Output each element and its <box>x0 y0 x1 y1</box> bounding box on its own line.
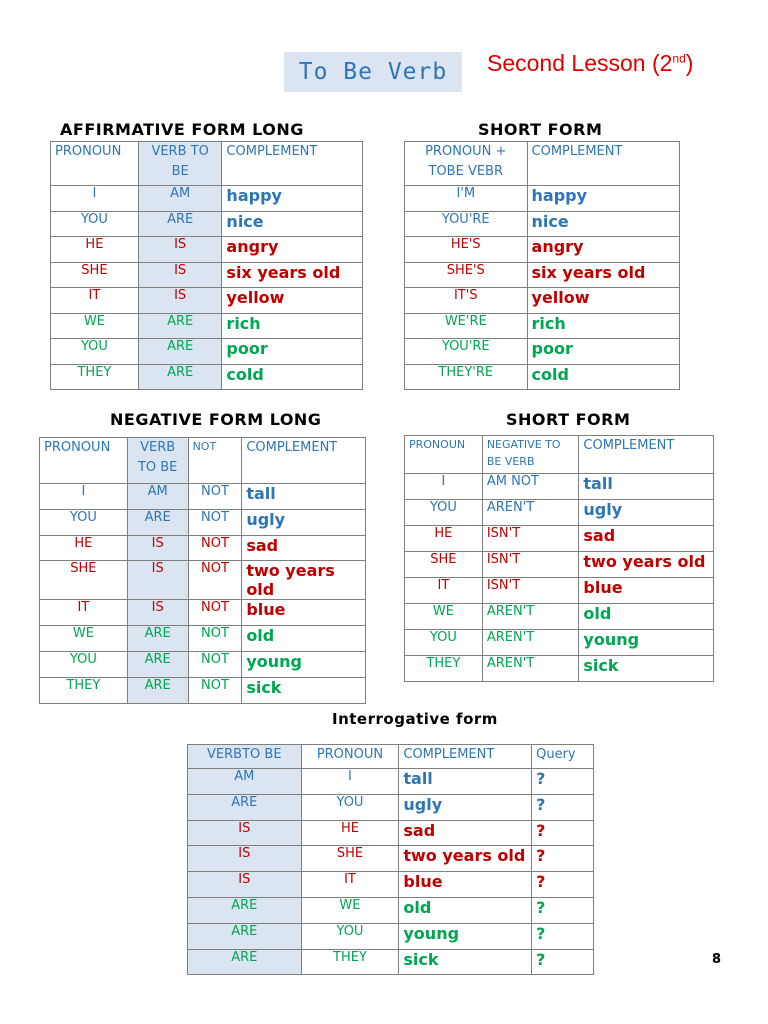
pronoun-cell: WE <box>301 897 399 923</box>
complement-cell: ugly <box>399 794 532 820</box>
query-cell: ? <box>532 846 594 872</box>
complement-cell: cold <box>527 364 679 390</box>
verb-cell: ARE <box>138 313 222 339</box>
complement-cell: sad <box>242 535 366 561</box>
header-complement: COMPLEMENT <box>242 438 366 484</box>
verb-cell: IS <box>138 288 222 314</box>
complement-cell: poor <box>527 339 679 365</box>
affirmative-title: AFFIRMATIVE FORM LONG <box>60 120 304 139</box>
header-pronoun: PRONOUN <box>40 438 128 484</box>
pronoun-cell: YOU <box>51 339 139 365</box>
pronoun-cell: I <box>301 769 399 795</box>
complement-cell: old <box>399 897 532 923</box>
not-cell: NOT <box>188 484 242 510</box>
verb-cell: IS <box>127 600 188 626</box>
pronoun-cell: HE <box>405 526 483 552</box>
query-cell: ? <box>532 949 594 975</box>
header-complement: COMPLEMENT <box>579 436 714 474</box>
interrogative-title: Interrogative form <box>332 710 498 728</box>
pronoun-cell: HE <box>301 820 399 846</box>
pronoun-cell: I <box>51 186 139 212</box>
not-cell: NOT <box>188 509 242 535</box>
complement-cell: angry <box>222 237 363 263</box>
table-row <box>40 509 366 535</box>
complement-cell: ugly <box>242 509 366 535</box>
short-form-cell: IT'S <box>405 288 528 314</box>
verb-cell: IS <box>127 535 188 561</box>
complement-cell: six years old <box>527 262 679 288</box>
not-cell: NOT <box>188 651 242 677</box>
table-row <box>188 897 594 923</box>
complement-cell: tall <box>399 769 532 795</box>
header-query: Query <box>532 745 594 769</box>
page-title: To Be Verb <box>284 52 462 92</box>
pronoun-cell: WE <box>51 313 139 339</box>
table-row <box>188 846 594 872</box>
not-cell: NOT <box>188 626 242 652</box>
pronoun-cell: IT <box>51 288 139 314</box>
negative-verb-cell: AM NOT <box>482 474 579 500</box>
complement-cell: blue <box>579 578 714 604</box>
complement-cell: happy <box>222 186 363 212</box>
table-row <box>405 288 680 314</box>
pronoun-cell: WE <box>405 604 483 630</box>
table-row <box>188 872 594 898</box>
header-verb: VERB TO BE <box>127 438 188 484</box>
complement-cell: cold <box>222 364 363 390</box>
verb-cell: IS <box>188 820 302 846</box>
table-row <box>188 769 594 795</box>
interrogative-table <box>187 744 594 975</box>
table-row <box>51 288 363 314</box>
header-complement: COMPLEMENT <box>527 142 679 186</box>
pronoun-cell: IT <box>40 600 128 626</box>
table-row <box>40 677 366 703</box>
negative-table <box>39 437 366 704</box>
verb-cell: ARE <box>188 794 302 820</box>
table-row <box>405 526 714 552</box>
verb-cell: AM <box>138 186 222 212</box>
complement-cell: yellow <box>527 288 679 314</box>
pronoun-cell: I <box>40 484 128 510</box>
table-row <box>188 794 594 820</box>
table-row <box>405 237 680 263</box>
verb-cell: ARE <box>138 364 222 390</box>
negative-verb-cell: ISN'T <box>482 552 579 578</box>
pronoun-cell: YOU <box>405 500 483 526</box>
not-cell: NOT <box>188 561 242 600</box>
negative-verb-cell: ISN'T <box>482 578 579 604</box>
affirmative-table <box>50 141 363 390</box>
short-form-cell: WE'RE <box>405 313 528 339</box>
short-form-cell: I'M <box>405 186 528 212</box>
query-cell: ? <box>532 820 594 846</box>
complement-cell: tall <box>579 474 714 500</box>
table-row <box>405 339 680 365</box>
complement-cell: two years old <box>242 561 366 600</box>
complement-cell: ugly <box>579 500 714 526</box>
pronoun-cell: WE <box>40 626 128 652</box>
complement-cell: yellow <box>222 288 363 314</box>
header-complement: COMPLEMENT <box>222 142 363 186</box>
pronoun-cell: YOU <box>405 630 483 656</box>
verb-cell: IS <box>188 846 302 872</box>
negative-verb-cell: AREN'T <box>482 500 579 526</box>
header-not: NOT <box>188 438 242 484</box>
table-row <box>405 552 714 578</box>
lesson-label: Second Lesson (2nd) <box>487 50 694 76</box>
pronoun-cell: THEY <box>405 656 483 682</box>
verb-cell: ARE <box>188 949 302 975</box>
pronoun-cell: THEY <box>301 949 399 975</box>
query-cell: ? <box>532 872 594 898</box>
affirmative-short-title: SHORT FORM <box>478 120 603 139</box>
verb-cell: ARE <box>138 339 222 365</box>
pronoun-cell: SHE <box>301 846 399 872</box>
verb-cell: IS <box>188 872 302 898</box>
header-pronoun-tobe: PRONOUN + TOBE VEBR <box>405 142 528 186</box>
verb-cell: ARE <box>127 509 188 535</box>
table-row <box>405 262 680 288</box>
verb-cell: IS <box>127 561 188 600</box>
pronoun-cell: IT <box>301 872 399 898</box>
table-row <box>51 186 363 212</box>
complement-cell: blue <box>242 600 366 626</box>
verb-cell: AM <box>127 484 188 510</box>
table-row <box>51 313 363 339</box>
pronoun-cell: YOU <box>40 651 128 677</box>
complement-cell: sad <box>579 526 714 552</box>
pronoun-cell: HE <box>51 237 139 263</box>
table-row <box>51 237 363 263</box>
table-row <box>40 535 366 561</box>
negative-title: NEGATIVE FORM LONG <box>110 410 322 429</box>
table-row <box>405 604 714 630</box>
negative-verb-cell: AREN'T <box>482 604 579 630</box>
not-cell: NOT <box>188 600 242 626</box>
table-row <box>405 578 714 604</box>
verb-cell: IS <box>138 262 222 288</box>
negative-short-table <box>404 435 714 682</box>
not-cell: NOT <box>188 535 242 561</box>
pronoun-cell: YOU <box>40 509 128 535</box>
pronoun-cell: THEY <box>40 677 128 703</box>
table-row <box>188 949 594 975</box>
query-cell: ? <box>532 897 594 923</box>
table-row <box>51 211 363 237</box>
short-form-cell: YOU'RE <box>405 339 528 365</box>
complement-cell: angry <box>527 237 679 263</box>
table-row <box>51 262 363 288</box>
negative-short-title: SHORT FORM <box>506 410 631 429</box>
table-row <box>405 364 680 390</box>
complement-cell: two years old <box>399 846 532 872</box>
complement-cell: two years old <box>579 552 714 578</box>
verb-cell: ARE <box>127 626 188 652</box>
complement-cell: rich <box>222 313 363 339</box>
short-form-cell: THEY'RE <box>405 364 528 390</box>
header-pronoun: PRONOUN <box>51 142 139 186</box>
pronoun-cell: I <box>405 474 483 500</box>
pronoun-cell: YOU <box>51 211 139 237</box>
complement-cell: happy <box>527 186 679 212</box>
table-row <box>405 656 714 682</box>
complement-cell: young <box>399 923 532 949</box>
header-pronoun: PRONOUN <box>405 436 483 474</box>
header-complement: COMPLEMENT <box>399 745 532 769</box>
table-row <box>188 820 594 846</box>
short-form-cell: YOU'RE <box>405 211 528 237</box>
complement-cell: sick <box>399 949 532 975</box>
verb-cell: ARE <box>127 677 188 703</box>
table-row <box>40 600 366 626</box>
pronoun-cell: YOU <box>301 923 399 949</box>
table-row <box>40 651 366 677</box>
table-row <box>405 186 680 212</box>
complement-cell: nice <box>527 211 679 237</box>
verb-cell: IS <box>138 237 222 263</box>
complement-cell: blue <box>399 872 532 898</box>
complement-cell: sick <box>242 677 366 703</box>
complement-cell: young <box>579 630 714 656</box>
not-cell: NOT <box>188 677 242 703</box>
table-row <box>405 474 714 500</box>
verb-cell: ARE <box>138 211 222 237</box>
query-cell: ? <box>532 923 594 949</box>
complement-cell: sick <box>579 656 714 682</box>
complement-cell: old <box>242 626 366 652</box>
table-row <box>51 339 363 365</box>
table-row <box>405 630 714 656</box>
table-row <box>40 561 366 600</box>
verb-cell: ARE <box>188 923 302 949</box>
complement-cell: sad <box>399 820 532 846</box>
pronoun-cell: THEY <box>51 364 139 390</box>
verb-cell: ARE <box>127 651 188 677</box>
table-row <box>405 313 680 339</box>
negative-verb-cell: ISN'T <box>482 526 579 552</box>
complement-cell: poor <box>222 339 363 365</box>
query-cell: ? <box>532 769 594 795</box>
table-row <box>405 211 680 237</box>
query-cell: ? <box>532 794 594 820</box>
table-row <box>40 484 366 510</box>
table-row <box>40 626 366 652</box>
pronoun-cell: HE <box>40 535 128 561</box>
pronoun-cell: SHE <box>405 552 483 578</box>
table-row <box>51 364 363 390</box>
pronoun-cell: YOU <box>301 794 399 820</box>
verb-cell: ARE <box>188 897 302 923</box>
affirmative-short-table <box>404 141 680 390</box>
header-pronoun: PRONOUN <box>301 745 399 769</box>
negative-verb-cell: AREN'T <box>482 630 579 656</box>
negative-verb-cell: AREN'T <box>482 656 579 682</box>
header-negative-verb: NEGATIVE TO BE VERB <box>482 436 579 474</box>
complement-cell: young <box>242 651 366 677</box>
short-form-cell: HE'S <box>405 237 528 263</box>
verb-cell: AM <box>188 769 302 795</box>
pronoun-cell: IT <box>405 578 483 604</box>
complement-cell: nice <box>222 211 363 237</box>
page-number: 8 <box>712 952 722 967</box>
header-verb: VERBTO BE <box>188 745 302 769</box>
complement-cell: six years old <box>222 262 363 288</box>
complement-cell: tall <box>242 484 366 510</box>
pronoun-cell: SHE <box>40 561 128 600</box>
table-row <box>405 500 714 526</box>
table-row <box>188 923 594 949</box>
short-form-cell: SHE'S <box>405 262 528 288</box>
header-verb: VERB TO BE <box>138 142 222 186</box>
complement-cell: rich <box>527 313 679 339</box>
pronoun-cell: SHE <box>51 262 139 288</box>
complement-cell: old <box>579 604 714 630</box>
